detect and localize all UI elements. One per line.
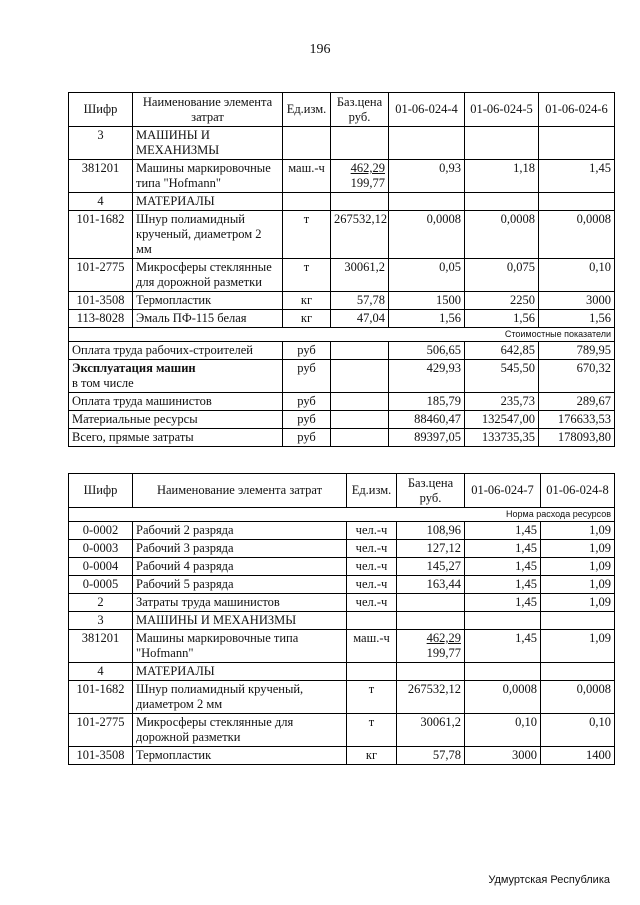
cost-value-2: 235,73 (465, 393, 539, 411)
row-unit: чел.-ч (347, 576, 397, 594)
row-name: Микросферы стеклянные для дорожной разметки (133, 714, 347, 747)
cost-name-main: Эксплуатация машин (72, 361, 196, 375)
price-primary: 462,29 (350, 161, 385, 175)
row-value-1: 1,45 (465, 558, 541, 576)
table-row (69, 292, 615, 310)
table-row (69, 747, 615, 765)
section-title: МАШИНЫ И МЕХАНИЗМЫ (133, 127, 283, 160)
divider-row (69, 328, 615, 342)
row-name: Термопластик (133, 747, 347, 765)
cost-indicators-label: Стоимостные показатели (69, 328, 615, 342)
cost-value-3: 176633,53 (539, 411, 615, 429)
row-code: 101-2775 (69, 714, 133, 747)
row-value-2: 1,56 (465, 310, 539, 328)
section-code: 4 (69, 193, 133, 211)
row-unit: чел.-ч (347, 558, 397, 576)
row-value-2: 1,09 (541, 540, 615, 558)
row-price (397, 630, 465, 663)
page-number: 196 (309, 42, 331, 57)
row-unit: кг (347, 747, 397, 765)
row-value-2: 2250 (465, 292, 539, 310)
price-secondary: 199,77 (426, 646, 461, 660)
row-code: 2 (69, 594, 133, 612)
header-col-2: 01-06-024-5 (465, 93, 539, 127)
row-name: Шнур полиамидный крученый, диаметром 2 мм (133, 211, 283, 259)
row-value-2: 0,0008 (541, 681, 615, 714)
cost-row (69, 411, 615, 429)
table-row (69, 594, 615, 612)
row-value-1: 0,0008 (465, 681, 541, 714)
row-value-1: 0,10 (465, 714, 541, 747)
row-value-1: 0,93 (389, 160, 465, 193)
table-row (69, 714, 615, 747)
table-row (69, 211, 615, 259)
cost-name (69, 360, 283, 393)
table-row (69, 160, 615, 193)
header-code: Шифр (69, 474, 133, 508)
cost-value-1: 185,79 (389, 393, 465, 411)
cost-value-3: 178093,80 (539, 429, 615, 447)
header-name: Наименование элемента затрат (133, 474, 347, 508)
row-value-2: 0,075 (465, 259, 539, 292)
table-row (69, 259, 615, 292)
section-title: МАШИНЫ И МЕХАНИЗМЫ (133, 612, 347, 630)
row-value-2: 0,0008 (465, 211, 539, 259)
row-value-2: 1,09 (541, 576, 615, 594)
row-name: Рабочий 5 разряда (133, 576, 347, 594)
row-value-1: 1,56 (389, 310, 465, 328)
row-price: 127,12 (397, 540, 465, 558)
row-code: 0-0005 (69, 576, 133, 594)
table-row (69, 558, 615, 576)
cost-value-3: 289,67 (539, 393, 615, 411)
row-value-1: 0,05 (389, 259, 465, 292)
row-price: 30061,2 (397, 714, 465, 747)
cost-row (69, 429, 615, 447)
header-col-2: 01-06-024-8 (541, 474, 615, 508)
table-row (69, 540, 615, 558)
row-price: 30061,2 (331, 259, 389, 292)
section-code: 4 (69, 663, 133, 681)
row-price: 108,96 (397, 522, 465, 540)
table-row (69, 310, 615, 328)
row-value-1: 3000 (465, 747, 541, 765)
row-unit: маш.-ч (283, 160, 331, 193)
cost-name-sub: в том числе (72, 376, 134, 390)
row-value-1: 1,45 (465, 522, 541, 540)
row-value-3: 1,56 (539, 310, 615, 328)
cost-value-3: 670,32 (539, 360, 615, 393)
price-primary: 462,29 (426, 631, 461, 645)
row-value-2: 1,09 (541, 594, 615, 612)
row-value-1: 1,45 (465, 540, 541, 558)
table-row (69, 681, 615, 714)
row-code: 0-0002 (69, 522, 133, 540)
row-code: 101-3508 (69, 747, 133, 765)
row-unit: т (283, 211, 331, 259)
row-code: 101-3508 (69, 292, 133, 310)
header-price: Баз.цена руб. (397, 474, 465, 508)
row-value-3: 0,0008 (539, 211, 615, 259)
row-value-1: 1,45 (465, 630, 541, 663)
row-value-2: 1,09 (541, 630, 615, 663)
row-price: 145,27 (397, 558, 465, 576)
row-value-1: 1,45 (465, 594, 541, 612)
table-header-row (69, 93, 615, 127)
row-value-2: 1,09 (541, 522, 615, 540)
resource-table-2 (68, 473, 615, 765)
cost-unit: руб (283, 411, 331, 429)
cost-value-1: 89397,05 (389, 429, 465, 447)
header-price: Баз.цена руб. (331, 93, 389, 127)
header-unit: Ед.изм. (283, 93, 331, 127)
row-code: 381201 (69, 160, 133, 193)
cost-value-2: 642,85 (465, 342, 539, 360)
row-name: Шнур полиамидный крученый, диаметром 2 мм (133, 681, 347, 714)
row-name: Машины маркировочные типа "Hofmann" (133, 160, 283, 193)
row-code: 0-0003 (69, 540, 133, 558)
row-code: 381201 (69, 630, 133, 663)
header-col-1: 01-06-024-7 (465, 474, 541, 508)
divider-row (69, 508, 615, 522)
section-row (69, 663, 615, 681)
row-unit: чел.-ч (347, 522, 397, 540)
cost-unit: руб (283, 429, 331, 447)
header-col-3: 01-06-024-6 (539, 93, 615, 127)
row-value-2: 0,10 (541, 714, 615, 747)
cost-value-1: 506,65 (389, 342, 465, 360)
table-header-row (69, 474, 615, 508)
row-code: 101-2775 (69, 259, 133, 292)
footer-region-label: Удмуртская Республика (488, 874, 610, 886)
row-unit: кг (283, 310, 331, 328)
resource-table-1 (68, 92, 615, 447)
cost-row (69, 360, 615, 393)
norm-label: Норма расхода ресурсов (69, 508, 615, 522)
cost-value-1: 429,93 (389, 360, 465, 393)
section-row (69, 193, 615, 211)
section-title: МАТЕРИАЛЫ (133, 663, 347, 681)
cost-unit: руб (283, 342, 331, 360)
row-value-2: 1,18 (465, 160, 539, 193)
row-value-3: 1,45 (539, 160, 615, 193)
row-value-1: 0,0008 (389, 211, 465, 259)
row-value-1: 1500 (389, 292, 465, 310)
row-unit: маш.-ч (347, 630, 397, 663)
row-value-2: 1400 (541, 747, 615, 765)
row-unit: т (347, 714, 397, 747)
header-code: Шифр (69, 93, 133, 127)
row-unit: чел.-ч (347, 594, 397, 612)
cost-name: Оплата труда рабочих-строителей (69, 342, 283, 360)
row-name: Эмаль ПФ-115 белая (133, 310, 283, 328)
row-code: 101-1682 (69, 211, 133, 259)
row-name: Термопластик (133, 292, 283, 310)
cost-value-2: 545,50 (465, 360, 539, 393)
header-unit: Ед.изм. (347, 474, 397, 508)
row-price: 57,78 (397, 747, 465, 765)
row-price: 163,44 (397, 576, 465, 594)
row-name: Микросферы стеклянные для дорожной разметки (133, 259, 283, 292)
row-code: 0-0004 (69, 558, 133, 576)
header-name: Наименование элемента затрат (133, 93, 283, 127)
cost-name: Материальные ресурсы (69, 411, 283, 429)
row-code: 101-1682 (69, 681, 133, 714)
table-row (69, 630, 615, 663)
cost-unit: руб (283, 393, 331, 411)
row-unit: кг (283, 292, 331, 310)
section-row (69, 127, 615, 160)
cost-name: Оплата труда машинистов (69, 393, 283, 411)
cost-value-1: 88460,47 (389, 411, 465, 429)
row-unit: чел.-ч (347, 540, 397, 558)
row-value-1: 1,45 (465, 576, 541, 594)
table-row (69, 522, 615, 540)
cost-unit: руб (283, 360, 331, 393)
cost-row (69, 342, 615, 360)
row-price: 57,78 (331, 292, 389, 310)
row-name: Рабочий 3 разряда (133, 540, 347, 558)
row-name: Машины маркировочные типа "Hofmann" (133, 630, 347, 663)
cost-value-2: 133735,35 (465, 429, 539, 447)
row-name: Рабочий 2 разряда (133, 522, 347, 540)
row-value-2: 1,09 (541, 558, 615, 576)
cost-name: Всего, прямые затраты (69, 429, 283, 447)
cost-row (69, 393, 615, 411)
row-name: Затраты труда машинистов (133, 594, 347, 612)
row-unit: т (283, 259, 331, 292)
row-value-3: 3000 (539, 292, 615, 310)
row-code: 113-8028 (69, 310, 133, 328)
row-unit: т (347, 681, 397, 714)
section-title: МАТЕРИАЛЫ (133, 193, 283, 211)
cost-value-3: 789,95 (539, 342, 615, 360)
row-name: Рабочий 4 разряда (133, 558, 347, 576)
row-price: 267532,12 (331, 211, 389, 259)
row-price: 47,04 (331, 310, 389, 328)
section-code: 3 (69, 127, 133, 160)
row-price (331, 160, 389, 193)
table-row (69, 576, 615, 594)
row-value-3: 0,10 (539, 259, 615, 292)
cost-value-2: 132547,00 (465, 411, 539, 429)
row-price: 267532,12 (397, 681, 465, 714)
header-col-1: 01-06-024-4 (389, 93, 465, 127)
section-row (69, 612, 615, 630)
price-secondary: 199,77 (350, 176, 385, 190)
section-code: 3 (69, 612, 133, 630)
